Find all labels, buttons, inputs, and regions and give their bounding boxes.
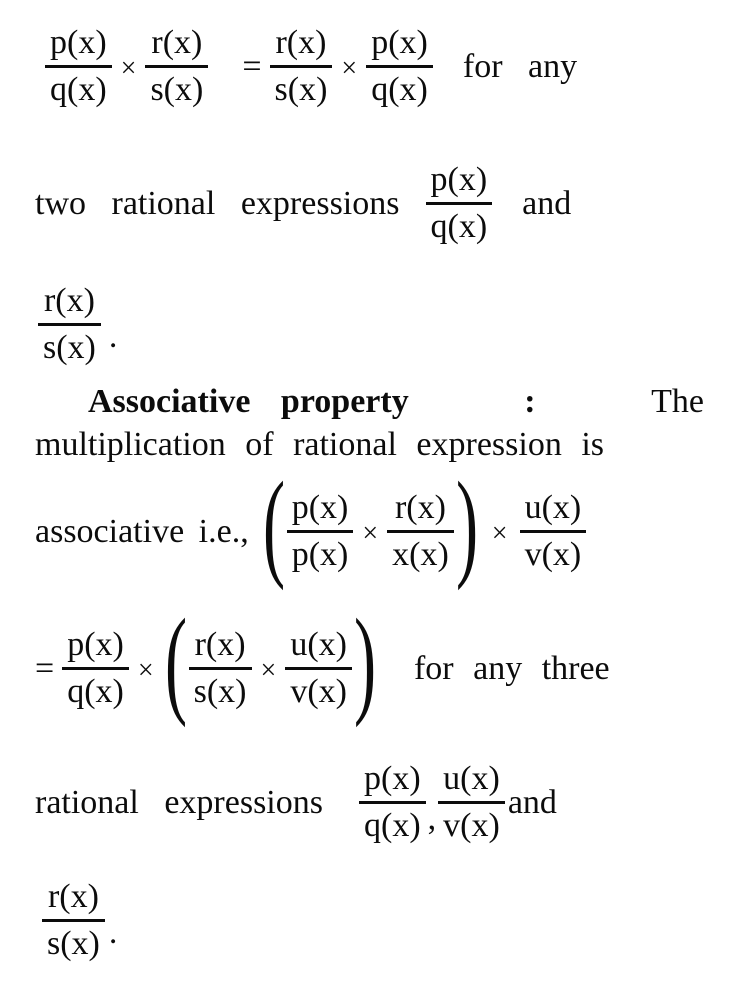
fraction: [438, 761, 505, 844]
numerator: r(x): [275, 24, 327, 62]
denominator: q(x): [366, 65, 433, 109]
fraction: [520, 490, 587, 573]
associative-heading-line: [88, 383, 704, 421]
numerator: p(x): [291, 489, 349, 527]
close-paren: ): [353, 593, 377, 728]
equals-sign: =: [242, 48, 262, 85]
colon: :: [524, 383, 536, 420]
times-operator: ×: [491, 518, 508, 549]
fraction: [45, 25, 112, 108]
denominator: x(x): [387, 530, 454, 574]
text-run: and: [507, 783, 557, 821]
equals-sign: =: [35, 650, 55, 687]
denominator: s(x): [145, 65, 208, 109]
denominator: v(x): [438, 801, 505, 845]
denominator: s(x): [270, 65, 333, 109]
associative-text-line: [35, 750, 557, 856]
numerator: p(x): [67, 626, 124, 664]
times-operator: ×: [137, 655, 154, 686]
numerator: r(x): [394, 489, 446, 527]
section-heading: Associative property: [88, 383, 409, 420]
period: .: [108, 914, 118, 951]
commutative-equation-line: [45, 16, 577, 118]
numerator: p(x): [430, 161, 488, 199]
fraction: [38, 283, 101, 366]
numerator: u(x): [290, 626, 347, 664]
text-run: two rational expressions: [35, 184, 400, 222]
denominator: q(x): [359, 801, 426, 845]
numerator: r(x): [47, 878, 99, 916]
commutative-text-line: [35, 152, 571, 256]
associative-equation-line1: [35, 456, 586, 594]
fraction: [62, 627, 129, 710]
fraction: [426, 162, 493, 245]
numerator: p(x): [364, 760, 421, 798]
numerator: p(x): [50, 24, 107, 62]
comma: ,: [427, 800, 437, 837]
text-run: associative i.e.,: [35, 512, 249, 550]
times-operator: ×: [341, 53, 358, 84]
denominator: v(x): [520, 530, 587, 574]
fraction: [145, 25, 208, 108]
text-run: The: [651, 383, 704, 420]
open-paren: (: [262, 456, 285, 591]
associative-equation-line2: [35, 593, 610, 732]
text-run: for any: [462, 47, 578, 85]
fraction: [387, 490, 454, 573]
text-run: for any three: [413, 649, 610, 687]
text-run: rational expressions: [35, 783, 323, 821]
denominator: s(x): [42, 919, 105, 963]
numerator: r(x): [151, 24, 203, 62]
numerator: u(x): [443, 760, 500, 798]
numerator: r(x): [194, 626, 246, 664]
numerator: p(x): [371, 24, 428, 62]
fraction: [359, 761, 426, 844]
times-operator: ×: [120, 53, 137, 84]
fraction: [42, 879, 105, 962]
denominator: s(x): [38, 323, 101, 367]
denominator: p(x): [287, 530, 354, 574]
fraction: [287, 490, 354, 573]
paragraph-line: multiplication of rational expression is: [35, 426, 605, 463]
commutative-frac-line: [38, 276, 117, 374]
times-operator: ×: [362, 518, 379, 549]
denominator: q(x): [426, 202, 493, 246]
numerator: r(x): [43, 282, 95, 320]
fraction: [189, 627, 252, 710]
fraction: [366, 25, 433, 108]
close-paren: ): [455, 456, 478, 591]
denominator: q(x): [62, 667, 129, 711]
numerator: u(x): [524, 489, 582, 527]
denominator: q(x): [45, 65, 112, 109]
open-paren: (: [164, 593, 187, 728]
times-operator: ×: [260, 655, 277, 686]
denominator: v(x): [285, 667, 352, 711]
fraction: [270, 25, 333, 108]
associative-frac-line: [42, 870, 117, 972]
fraction: [285, 627, 352, 710]
denominator: s(x): [189, 667, 252, 711]
period: .: [108, 318, 118, 355]
text-run: and: [522, 184, 572, 222]
